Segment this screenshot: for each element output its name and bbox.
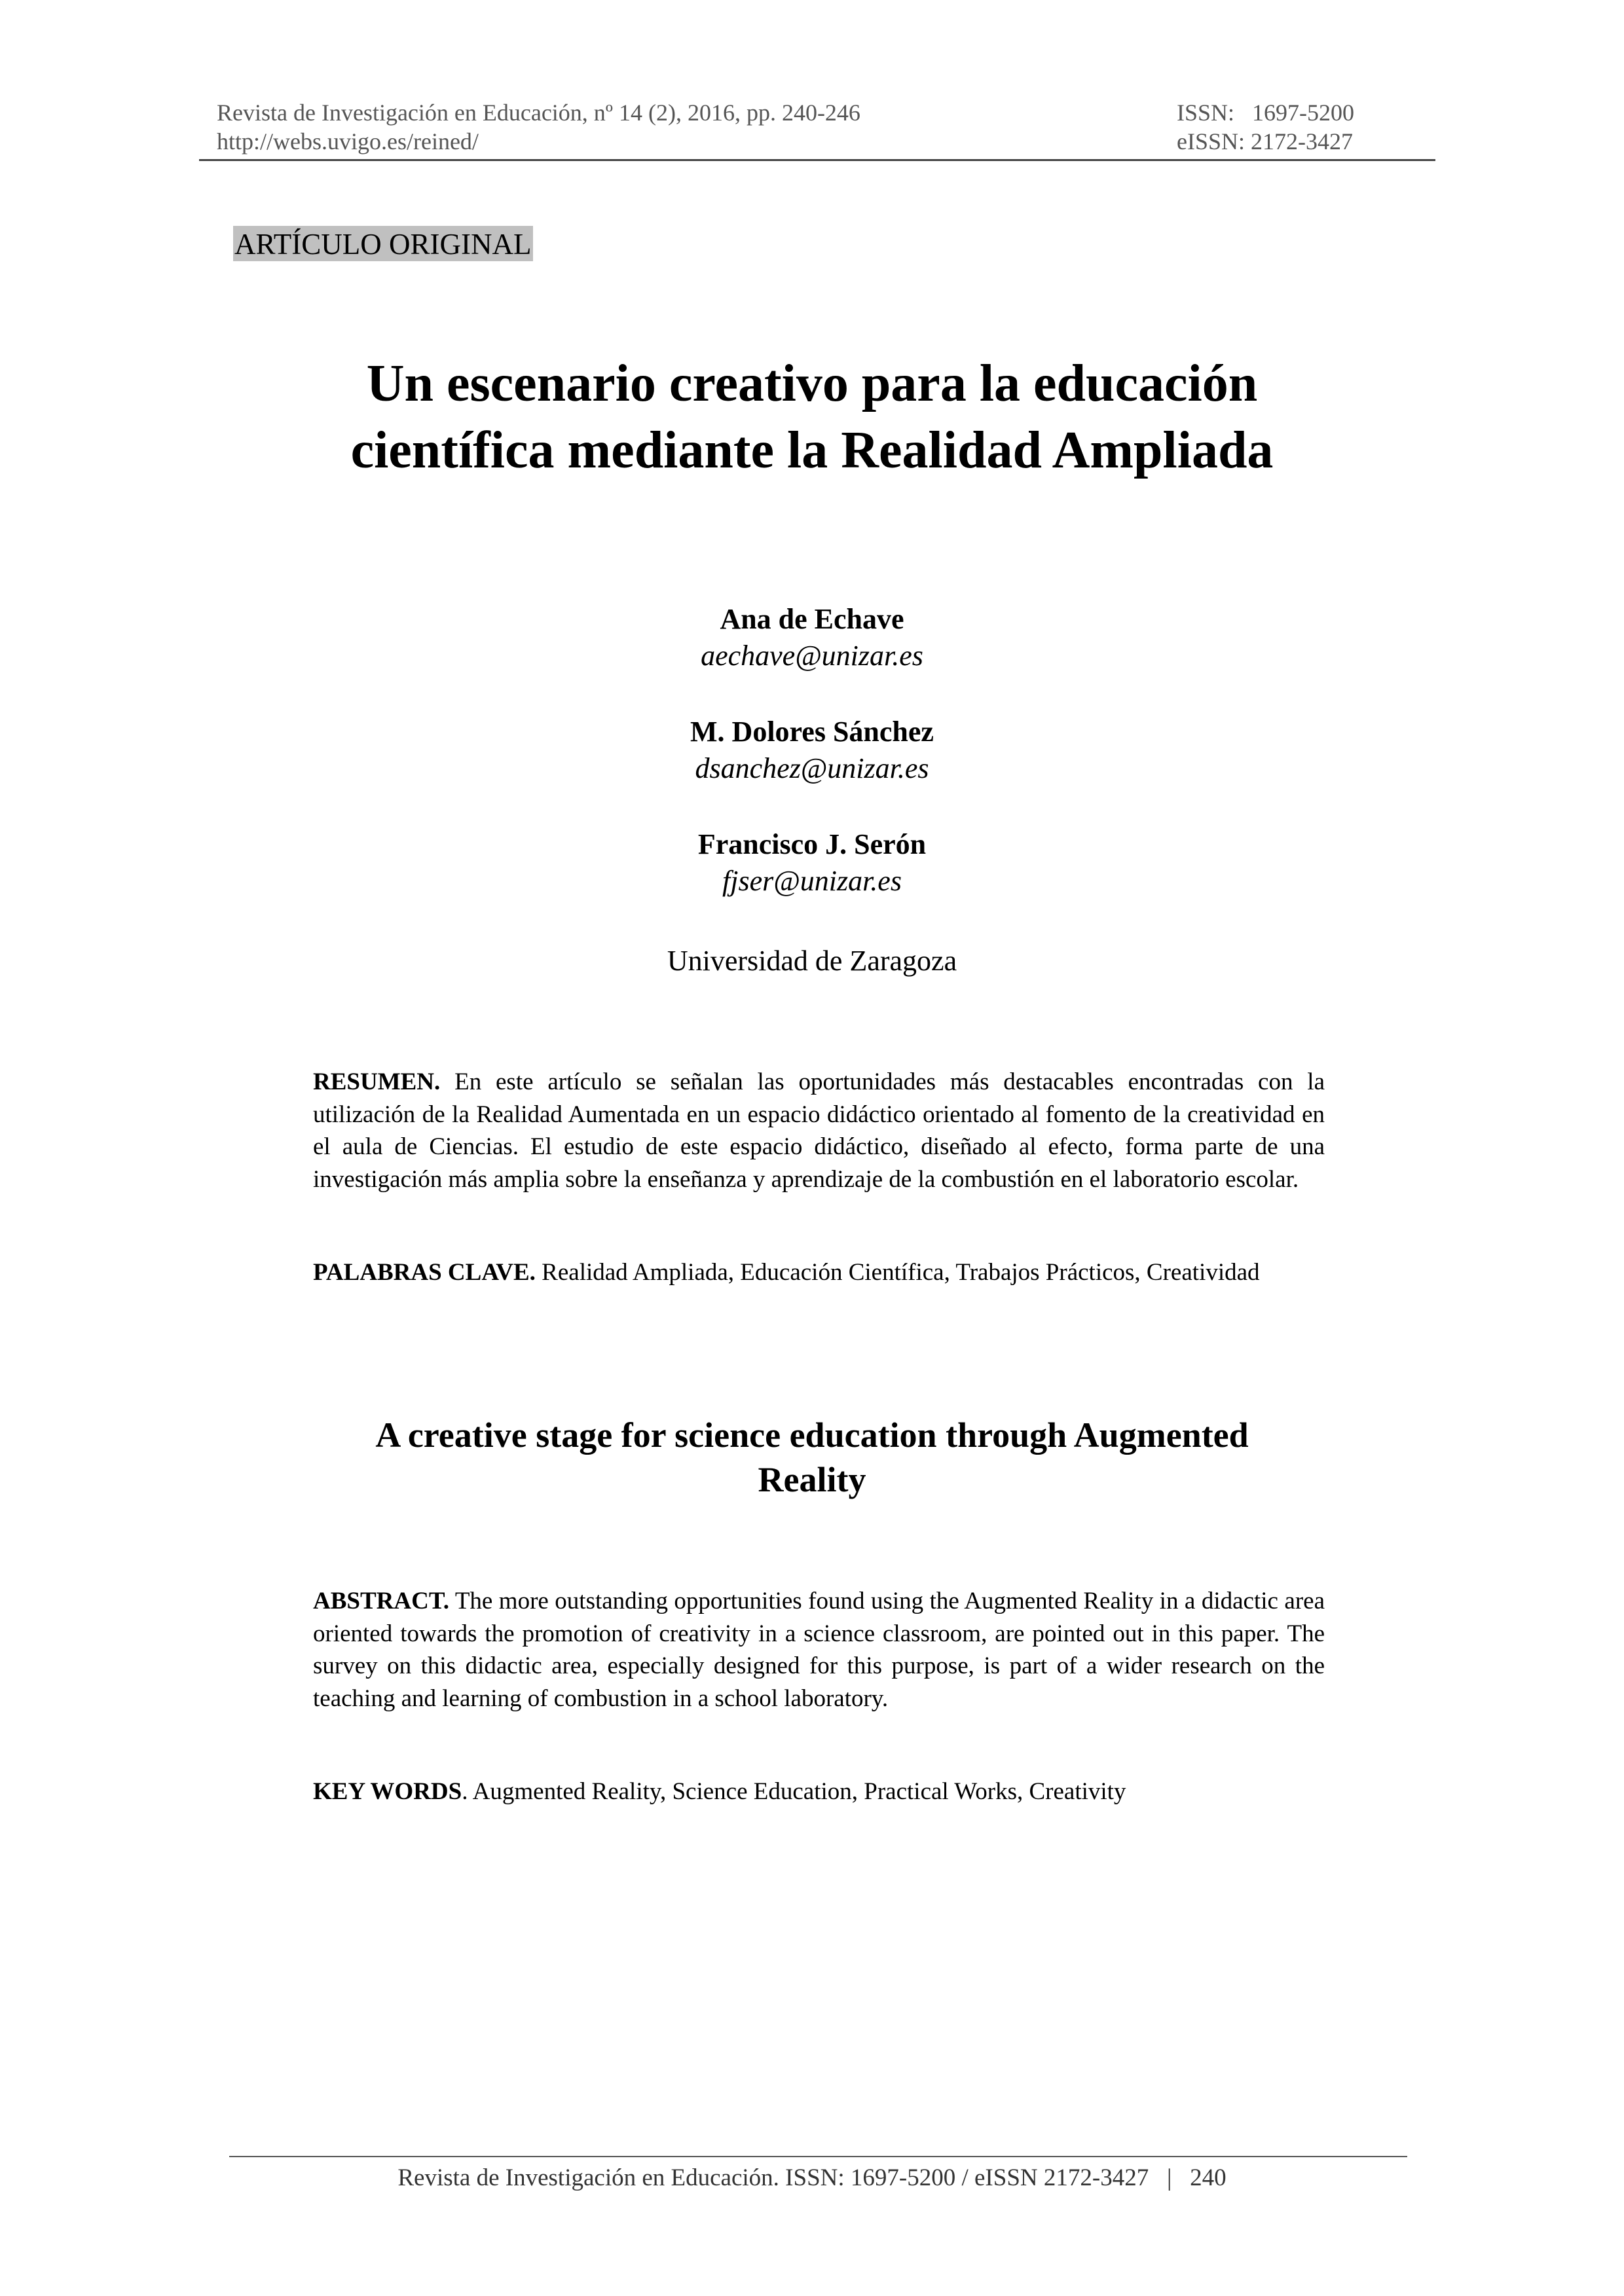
title-line: Reality [758,1460,866,1499]
author-list [0,601,1624,939]
abstract-text: The more outstanding opportunities found using the Augmented Reality in a didactic area oriented towards the promotion of creativity in a science classroom, are pointed out in this paper. The survey on this didactic area, especially designed for this purpose, is part of a wider research on the teaching and learning of combustion in a school laboratory. [313,1588,1325,1712]
abstract-label: ABSTRACT. [313,1588,449,1614]
issn: ISSN: 1697-5200 [1177,100,1355,126]
footer-text: Revista de Investigación en Educación. ISSN: 1697-5200 / eISSN 2172-3427 [397,2164,1149,2191]
author [0,601,1624,674]
running-header-left [217,98,860,156]
keywords-label: KEY WORDS [313,1778,462,1805]
palabras-clave-paragraph [313,1256,1325,1289]
author [0,826,1624,900]
running-header-right [1177,98,1354,156]
palabras-clave-label: PALABRAS CLAVE. [313,1259,536,1286]
keywords-text: . Augmented Reality, Science Education, Practical Works, Creativity [462,1778,1126,1805]
author [0,714,1624,787]
article-title-en [0,1413,1624,1502]
page-footer [0,2163,1624,2193]
eissn: eISSN: 2172-3427 [1177,128,1353,155]
journal-url[interactable]: http://webs.uvigo.es/reined/ [217,128,479,155]
author-name: M. Dolores Sánchez [690,716,934,748]
journal-citation: Revista de Investigación en Educación, nº 14 (2), 2016, pp. 240-246 [217,100,860,126]
author-email[interactable]: dsanchez@unizar.es [695,752,929,784]
resumen-label: RESUMEN. [313,1068,441,1095]
footer-divider [229,2156,1407,2157]
author-email[interactable]: fjser@unizar.es [722,865,902,897]
section-label: ARTÍCULO ORIGINAL [233,226,533,261]
title-line: A creative stage for science education through Augmented [375,1415,1249,1455]
palabras-clave-text: Realidad Ampliada, Educación Científica, Trabajos Prácticos, Creatividad [542,1259,1260,1286]
title-line: Un escenario creativo para la educación [366,355,1258,412]
footer-separator: | [1166,2164,1172,2191]
article-title-es [0,350,1624,484]
title-line: científica mediante la Realidad Ampliada [350,422,1274,479]
author-email[interactable]: aechave@unizar.es [701,640,923,672]
header-divider [199,159,1435,161]
affiliation: Universidad de Zaragoza [667,945,957,977]
author-name: Francisco J. Serón [697,828,927,860]
keywords-paragraph [313,1776,1325,1808]
page-number: 240 [1190,2164,1227,2191]
resumen-text: En este artículo se señalan las oportunidades más destacables encontradas con la utilización de la Realidad Aumentada en un espacio didáctico orientado al fomento de la creatividad en el aula de Ciencias. El estudio de este espacio didáctico, diseñado al efecto, forma parte de una investigación más amplia sobre la enseñanza y aprendizaje de la combustión en el laboratorio escolar. [313,1068,1325,1193]
abstract-paragraph [313,1585,1325,1715]
author-name: Ana de Echave [720,603,904,635]
resumen-paragraph [313,1066,1325,1195]
